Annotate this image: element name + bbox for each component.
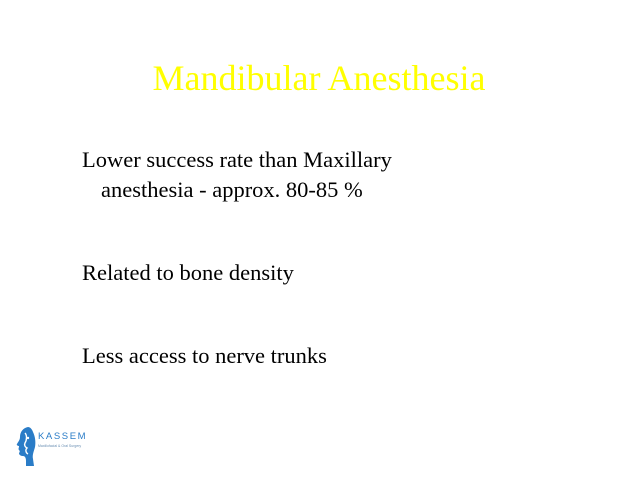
face-profile-icon xyxy=(14,425,38,467)
logo-wordmark: KASSEM xyxy=(38,431,88,442)
bullet-text: Related to bone density xyxy=(82,260,294,285)
bullet-item xyxy=(82,258,294,288)
slide-title: Mandibular Anesthesia xyxy=(152,58,486,98)
bullet-item xyxy=(82,341,327,371)
kassem-logo xyxy=(14,425,124,467)
logo-tagline: Maxillofacial & Oral Surgery xyxy=(38,444,82,448)
bullet-item xyxy=(82,145,392,205)
bullet-text-continuation: anesthesia - approx. 80-85 % xyxy=(101,177,363,202)
bullet-text: Lower success rate than Maxillary xyxy=(82,147,392,172)
bullet-text: Less access to nerve trunks xyxy=(82,343,327,368)
